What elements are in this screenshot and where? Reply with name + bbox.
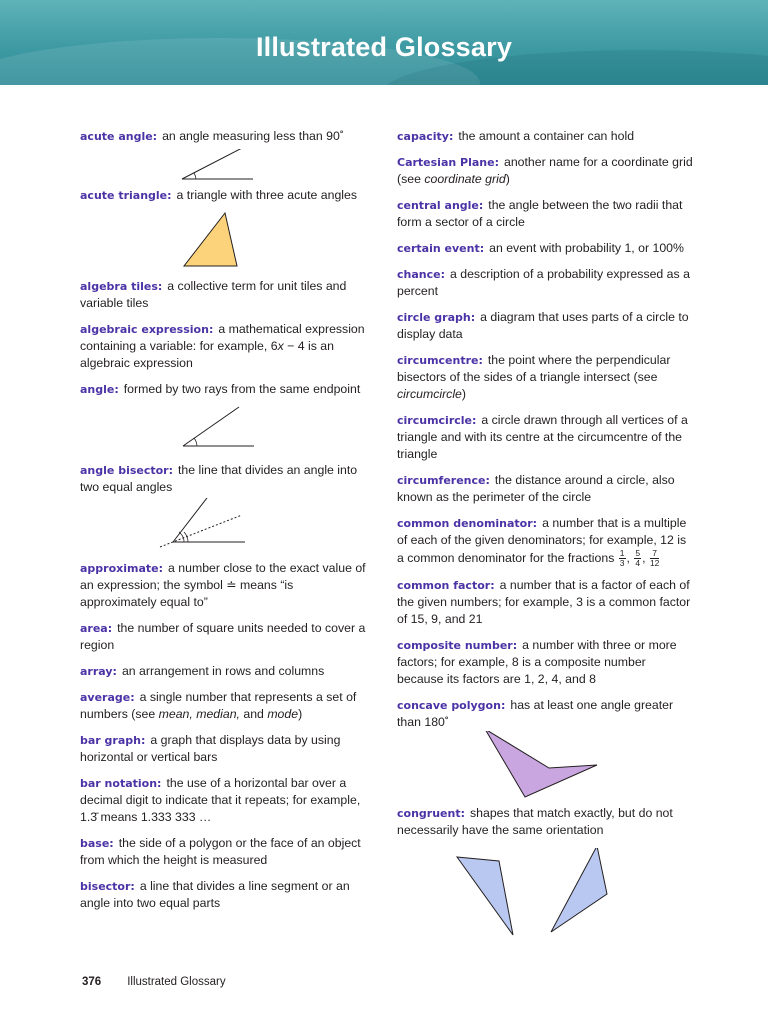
definition: the line that divides an angle into two equal angles (80, 463, 358, 494)
term: concave polygon: (397, 699, 506, 712)
page-banner (0, 0, 768, 85)
definition: the angle between the two radii that form a sector of a circle (397, 198, 683, 229)
glossary-entry-algebraic-expression (80, 321, 372, 372)
glossary-entry-algebra-tiles (80, 278, 372, 312)
glossary-column-right (397, 128, 693, 938)
glossary-entry-angle-bisector (80, 462, 372, 496)
term: acute angle: (80, 130, 158, 143)
glossary-entry-approximate (80, 560, 372, 611)
fraction (650, 549, 659, 568)
term: circumcircle: (397, 414, 477, 427)
term: circumcentre: (397, 354, 483, 367)
glossary-entry-average (80, 689, 372, 723)
fraction (619, 549, 626, 568)
glossary-entry-concave-polygon (397, 697, 693, 731)
definition: shapes that match exactly, but do not necessarily have the same orientation (397, 806, 673, 837)
term: capacity: (397, 130, 454, 143)
term: chance: (397, 268, 445, 281)
glossary-entry-central-angle (397, 197, 693, 231)
definition: − 4 is an algebraic expression (80, 339, 334, 370)
fraction-denominator: 12 (649, 558, 660, 568)
angle-bisector-figure (80, 498, 372, 560)
definition: a circle drawn through all vertices of a triangle and with its centre at the circumcentre of the triangle (397, 413, 688, 461)
glossary-entry-composite-number (397, 637, 693, 688)
glossary-entry-acute-angle (80, 128, 372, 145)
page-title: Illustrated Glossary (255, 32, 513, 62)
definition-variable: x (277, 339, 284, 353)
glossary-entry-area (80, 620, 372, 654)
term: Cartesian Plane: (397, 156, 499, 169)
term: central angle: (397, 199, 484, 212)
glossary-entry-circumcentre (397, 352, 693, 403)
term: bar notation: (80, 777, 162, 790)
glossary-entry-circumference (397, 472, 693, 506)
definition: ) (298, 707, 303, 721)
definition: the distance around a circle, also known as the perimeter of the circle (397, 473, 675, 504)
definition: the side of a polygon or the face of an object from which the height is measured (80, 836, 361, 867)
term: angle: (80, 383, 119, 396)
term: acute triangle: (80, 189, 172, 202)
definition: the amount a container can hold (458, 129, 635, 143)
fraction (634, 549, 641, 568)
term: approximate: (80, 562, 164, 575)
definition: the point where the perpendicular bisectors of the sides of a triangle intersect (see (397, 353, 671, 384)
congruent-shapes-figure (397, 848, 693, 938)
fraction-denominator: 3 (619, 558, 625, 568)
definition: a line that divides a line segment or an angle into two equal parts (80, 879, 350, 910)
definition: a triangle with three acute angles (176, 188, 358, 202)
definition: the use of a horizontal bar over a decimal digit to indicate that it repeats; for example, 1.3̄ means 1.333 333 … (80, 776, 361, 824)
footer-label: Illustrated Glossary (127, 976, 226, 988)
glossary-entry-common-factor (397, 577, 693, 628)
definition: a single number that represents a set of numbers (see (80, 690, 357, 721)
definition: and (239, 707, 268, 721)
glossary-entry-bisector (80, 878, 372, 912)
term: area: (80, 622, 113, 635)
term: bar graph: (80, 734, 146, 747)
term: angle bisector: (80, 464, 174, 477)
definition: ) (505, 172, 510, 186)
definition: an angle measuring less than 90˚ (162, 129, 344, 143)
definition: a number that is a multiple of each of the given denominators; for example, 12 is a common denominator for the fractions (397, 516, 687, 565)
definition: a collective term for unit tiles and variable tiles (80, 279, 347, 310)
angle-figure (80, 402, 372, 456)
term: composite number: (397, 639, 518, 652)
term: algebraic expression: (80, 323, 214, 336)
definition: an event with probability 1, or 100% (489, 241, 684, 255)
glossary-entry-bar-notation (80, 775, 372, 826)
definition: a number with three or more factors; for example, 8 is a composite number because its factors are 1, 2, 4, and 8 (397, 638, 677, 686)
term: circle graph: (397, 311, 476, 324)
term: congruent: (397, 807, 465, 820)
fraction-numerator: 5 (635, 548, 641, 558)
glossary-entry-capacity (397, 128, 693, 145)
definition: a mathematical expression containing a variable: for example, 6 (80, 322, 365, 353)
glossary-entry-congruent (397, 805, 693, 839)
glossary-entry-array (80, 663, 372, 680)
fraction-numerator: 1 (619, 548, 625, 558)
glossary-entry-circumcircle (397, 412, 693, 463)
glossary-entry-acute-triangle (80, 187, 372, 204)
definition: an arrangement in rows and columns (121, 664, 325, 678)
glossary-entry-certain-event (397, 240, 693, 257)
definition-italic: mean, median, (158, 707, 240, 721)
acute-triangle-figure (80, 210, 372, 274)
glossary-entry-chance (397, 266, 693, 300)
glossary-entry-circle-graph (397, 309, 693, 343)
glossary-column-left (80, 128, 372, 921)
term: certain event: (397, 242, 485, 255)
glossary-entry-base (80, 835, 372, 869)
definition: a diagram that uses parts of a circle to display data (397, 310, 689, 341)
acute-angle-figure (80, 149, 372, 187)
definition-italic: circumcircle (397, 387, 462, 401)
definition: a number that is a factor of each of the given numbers; for example, 3 is a common factor of 15, 9, and 21 (397, 578, 691, 626)
term: base: (80, 837, 114, 850)
definition: the number of square units needed to cover a region (80, 621, 366, 652)
page-number: 376 (82, 976, 102, 988)
term: circumference: (397, 474, 490, 487)
glossary-entry-angle (80, 381, 372, 398)
fraction-denominator: 4 (635, 558, 641, 568)
term: common factor: (397, 579, 495, 592)
term: algebra tiles: (80, 280, 163, 293)
term: average: (80, 691, 135, 704)
fraction-numerator: 7 (650, 549, 659, 559)
definition: a description of a probability expressed as a percent (397, 267, 690, 298)
definition: a number close to the exact value of an expression; the symbol ≐ means “is approximately equal to” (80, 561, 366, 609)
definition: has at least one angle greater than 180˚ (397, 698, 674, 729)
glossary-entry-common-denominator: common denominator: a number that is a multiple of each of the given denominators; for example, 12 is a common denominator for the fractions $\frac{1}{3}$ , $\frac{5}{4}$ , $\frac{7}{12}$ (397, 516, 687, 568)
definition-italic: coordinate grid (424, 172, 506, 186)
term: array: (80, 665, 117, 678)
definition: ) (461, 387, 467, 401)
page-footer (82, 976, 226, 988)
definition: another name for a coordinate grid (see (397, 155, 693, 186)
glossary-entry-cartesian-plane (397, 154, 693, 188)
definition-italic: mode (267, 707, 299, 721)
glossary-entry-bar-graph (80, 732, 372, 766)
term: common denominator: (397, 517, 538, 530)
definition: formed by two rays from the same endpoint (123, 382, 361, 396)
concave-polygon-figure (397, 731, 693, 799)
term: bisector: (80, 880, 135, 893)
definition: a graph that displays data by using horizontal or vertical bars (80, 733, 341, 764)
